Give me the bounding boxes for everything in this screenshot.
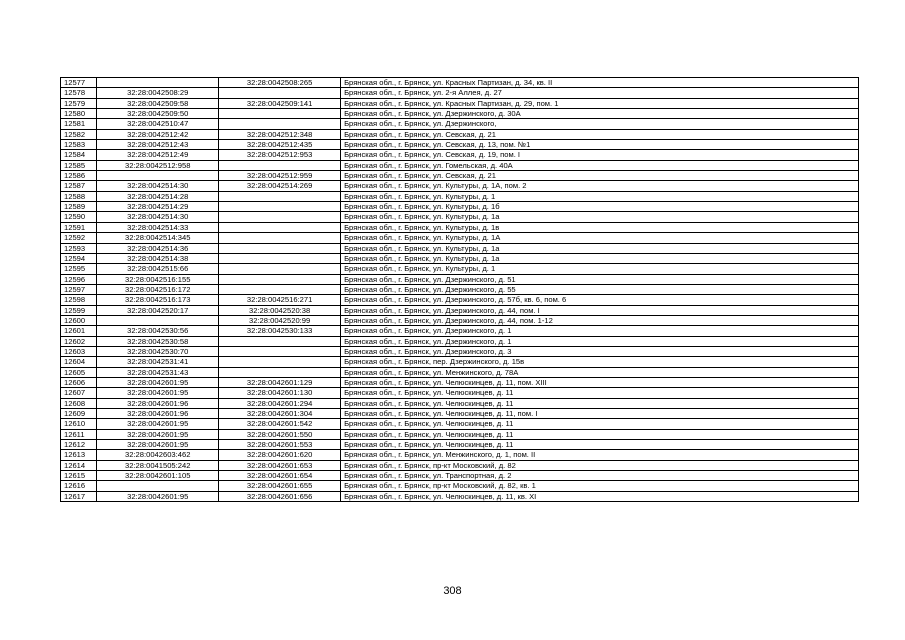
land-cadastral-number-cell: 32:28:0042601:96 [97,398,219,408]
building-cadastral-number-cell: 32:28:0042530:133 [219,326,341,336]
table-row [61,222,859,232]
building-cadastral-number-cell: 32:28:0042601:656 [219,491,341,501]
table-row [61,78,859,88]
building-cadastral-number-cell: 32:28:0042601:130 [219,388,341,398]
row-number-cell: 12614 [61,460,97,470]
row-number-cell: 12610 [61,419,97,429]
address-cell: Брянская обл., г. Брянск, ул. Дзержинского, д. 3 [341,346,859,356]
land-cadastral-number-cell: 32:28:0042531:41 [97,357,219,367]
land-cadastral-number-cell: 32:28:0042601:96 [97,409,219,419]
land-cadastral-number-cell: 32:28:0042514:30 [97,212,219,222]
address-cell: Брянская обл., г. Брянск, ул. Дзержинского, д. 30А [341,109,859,119]
land-cadastral-number-cell: 32:28:0042601:95 [97,440,219,450]
table-row [61,160,859,170]
address-cell: Брянская обл., г. Брянск, ул. Севская, д. 19, пом. I [341,150,859,160]
address-cell: Брянская обл., г. Брянск, пер. Дзержинского, д. 15в [341,357,859,367]
row-number-cell: 12603 [61,346,97,356]
row-number-cell: 12583 [61,140,97,150]
row-number-cell: 12600 [61,315,97,325]
table-row [61,181,859,191]
row-number-cell: 12584 [61,150,97,160]
building-cadastral-number-cell: 32:28:0042520:99 [219,315,341,325]
table-row [61,440,859,450]
row-number-cell: 12594 [61,253,97,263]
land-cadastral-number-cell: 32:28:0042516:172 [97,284,219,294]
row-number-cell: 12613 [61,450,97,460]
building-cadastral-number-cell [219,357,341,367]
building-cadastral-number-cell: 32:28:0042601:653 [219,460,341,470]
address-cell: Брянская обл., г. Брянск, ул. Культуры, д. 1А [341,233,859,243]
land-cadastral-number-cell: 32:28:0042530:56 [97,326,219,336]
table-row [61,471,859,481]
table-row [61,140,859,150]
address-cell: Брянская обл., г. Брянск, ул. Дзержинского, д. 44, пом. 1-12 [341,315,859,325]
row-number-cell: 12577 [61,78,97,88]
building-cadastral-number-cell: 32:28:0042514:269 [219,181,341,191]
land-cadastral-number-cell: 32:28:0042601:95 [97,429,219,439]
row-number-cell: 12608 [61,398,97,408]
table-row [61,377,859,387]
building-cadastral-number-cell: 32:28:0042508:265 [219,78,341,88]
land-cadastral-number-cell: 32:28:0042601:95 [97,491,219,501]
address-cell: Брянская обл., г. Брянск, ул. Челюскинцев, д. 11, пом. XIII [341,377,859,387]
table-row [61,398,859,408]
land-cadastral-number-cell: 32:28:0042510:47 [97,119,219,129]
address-cell: Брянская обл., г. Брянск, ул. 2-я Аллея, д. 27 [341,88,859,98]
address-cell: Брянская обл., г. Брянск, ул. Гомельская, д. 40А [341,160,859,170]
land-cadastral-number-cell: 32:28:0042530:70 [97,346,219,356]
row-number-cell: 12597 [61,284,97,294]
land-cadastral-number-cell: 32:28:0042514:33 [97,222,219,232]
address-cell: Брянская обл., г. Брянск, ул. Культуры, д. 1в [341,222,859,232]
address-cell: Брянская обл., г. Брянск, ул. Дзержинского, д. 55 [341,284,859,294]
row-number-cell: 12609 [61,409,97,419]
row-number-cell: 12612 [61,440,97,450]
building-cadastral-number-cell: 32:28:0042512:953 [219,150,341,160]
table-row [61,202,859,212]
land-cadastral-number-cell: 32:28:0042516:155 [97,274,219,284]
building-cadastral-number-cell: 32:28:0042512:435 [219,140,341,150]
building-cadastral-number-cell: 32:28:0042520:38 [219,305,341,315]
building-cadastral-number-cell: 32:28:0042512:959 [219,171,341,181]
address-cell: Брянская обл., г. Брянск, ул. Культуры, д. 1а [341,212,859,222]
row-number-cell: 12588 [61,191,97,201]
table-row [61,191,859,201]
land-cadastral-number-cell: 32:28:0042530:58 [97,336,219,346]
table-row [61,367,859,377]
table-row [61,253,859,263]
land-cadastral-number-cell: 32:28:0042514:30 [97,181,219,191]
table-row [61,429,859,439]
row-number-cell: 12586 [61,171,97,181]
row-number-cell: 12615 [61,471,97,481]
land-cadastral-number-cell: 32:28:0042514:28 [97,191,219,201]
registry-table-body [61,78,859,502]
address-cell: Брянская обл., г. Брянск, ул. Красных Партизан, д. 34, кв. II [341,78,859,88]
land-cadastral-number-cell: 32:28:0042514:36 [97,243,219,253]
land-cadastral-number-cell: 32:28:0042601:105 [97,471,219,481]
address-cell: Брянская обл., г. Брянск, ул. Культуры, д. 1 [341,191,859,201]
table-row [61,264,859,274]
address-cell: Брянская обл., г. Брянск, ул. Челюскинцев, д. 11 [341,398,859,408]
building-cadastral-number-cell: 32:28:0042601:655 [219,481,341,491]
building-cadastral-number-cell [219,284,341,294]
address-cell: Брянская обл., г. Брянск, ул. Культуры, д. 1а [341,243,859,253]
building-cadastral-number-cell [219,264,341,274]
building-cadastral-number-cell [219,191,341,201]
address-cell: Брянская обл., г. Брянск, ул. Севская, д. 13, пом. №1 [341,140,859,150]
row-number-cell: 12591 [61,222,97,232]
land-cadastral-number-cell [97,481,219,491]
row-number-cell: 12581 [61,119,97,129]
table-row [61,346,859,356]
table-row [61,295,859,305]
land-cadastral-number-cell: 32:28:0042520:17 [97,305,219,315]
building-cadastral-number-cell [219,274,341,284]
building-cadastral-number-cell: 32:28:0042601:553 [219,440,341,450]
building-cadastral-number-cell [219,202,341,212]
building-cadastral-number-cell [219,222,341,232]
row-number-cell: 12598 [61,295,97,305]
row-number-cell: 12596 [61,274,97,284]
land-cadastral-number-cell: 32:28:0042601:95 [97,377,219,387]
address-cell: Брянская обл., г. Брянск, ул. Красных Партизан, д. 29, пом. 1 [341,98,859,108]
table-row [61,129,859,139]
land-cadastral-number-cell: 32:28:0042512:958 [97,160,219,170]
address-cell: Брянская обл., г. Брянск, ул. Дзержинского, д. 1 [341,326,859,336]
building-cadastral-number-cell: 32:28:0042601:294 [219,398,341,408]
land-cadastral-number-cell: 32:28:0042509:50 [97,109,219,119]
row-number-cell: 12595 [61,264,97,274]
address-cell: Брянская обл., г. Брянск, ул. Дзержинского, д. 57б, кв. 6, пом. 6 [341,295,859,305]
land-cadastral-number-cell: 32:28:0042601:95 [97,419,219,429]
building-cadastral-number-cell: 32:28:0042601:550 [219,429,341,439]
building-cadastral-number-cell: 32:28:0042601:542 [219,419,341,429]
table-row [61,305,859,315]
address-cell: Брянская обл., г. Брянск, ул. Челюскинцев, д. 11, кв. XI [341,491,859,501]
land-cadastral-number-cell: 32:28:0041505:242 [97,460,219,470]
row-number-cell: 12592 [61,233,97,243]
land-cadastral-number-cell: 32:28:0042514:345 [97,233,219,243]
land-cadastral-number-cell [97,171,219,181]
table-row [61,409,859,419]
row-number-cell: 12599 [61,305,97,315]
address-cell: Брянская обл., г. Брянск, ул. Транспортная, д. 2 [341,471,859,481]
building-cadastral-number-cell [219,109,341,119]
table-row [61,326,859,336]
address-cell: Брянская обл., г. Брянск, ул. Дзержинского, д. 51 [341,274,859,284]
table-row [61,274,859,284]
row-number-cell: 12589 [61,202,97,212]
address-cell: Брянская обл., г. Брянск, пр-кт Московский, д. 82, кв. 1 [341,481,859,491]
building-cadastral-number-cell [219,160,341,170]
table-row [61,388,859,398]
address-cell: Брянская обл., г. Брянск, пр-кт Московский, д. 82 [341,460,859,470]
land-cadastral-number-cell: 32:28:0042512:49 [97,150,219,160]
building-cadastral-number-cell: 32:28:0042601:129 [219,377,341,387]
row-number-cell: 12580 [61,109,97,119]
table-row [61,109,859,119]
address-cell: Брянская обл., г. Брянск, ул. Культуры, д. 1б [341,202,859,212]
table-row [61,460,859,470]
building-cadastral-number-cell: 32:28:0042512:348 [219,129,341,139]
row-number-cell: 12611 [61,429,97,439]
address-cell: Брянская обл., г. Брянск, ул. Культуры, д. 1А, пом. 2 [341,181,859,191]
table-row [61,119,859,129]
address-cell: Брянская обл., г. Брянск, ул. Челюскинцев, д. 11 [341,388,859,398]
table-row [61,491,859,501]
table-row [61,233,859,243]
address-cell: Брянская обл., г. Брянск, ул. Культуры, д. 1а [341,253,859,263]
row-number-cell: 12601 [61,326,97,336]
address-cell: Брянская обл., г. Брянск, ул. Дзержинского, д. 1 [341,336,859,346]
address-cell: Брянская обл., г. Брянск, ул. Севская, д. 21 [341,171,859,181]
building-cadastral-number-cell: 32:28:0042601:304 [219,409,341,419]
land-cadastral-number-cell: 32:28:0042603:462 [97,450,219,460]
row-number-cell: 12607 [61,388,97,398]
address-cell: Брянская обл., г. Брянск, ул. Дзержинского, д. 44, пом. I [341,305,859,315]
table-row [61,419,859,429]
address-cell: Брянская обл., г. Брянск, ул. Челюскинцев, д. 11 [341,429,859,439]
building-cadastral-number-cell: 32:28:0042516:271 [219,295,341,305]
table-row [61,243,859,253]
land-cadastral-number-cell [97,78,219,88]
table-row [61,481,859,491]
table-row [61,150,859,160]
building-cadastral-number-cell: 32:28:0042601:620 [219,450,341,460]
building-cadastral-number-cell [219,253,341,263]
building-cadastral-number-cell [219,336,341,346]
address-cell: Брянская обл., г. Брянск, ул. Менжинского, д. 1, пом. II [341,450,859,460]
land-cadastral-number-cell: 32:28:0042515:66 [97,264,219,274]
address-cell: Брянская обл., г. Брянск, ул. Челюскинцев, д. 11, пом. I [341,409,859,419]
row-number-cell: 12587 [61,181,97,191]
row-number-cell: 12582 [61,129,97,139]
row-number-cell: 12590 [61,212,97,222]
row-number-cell: 12606 [61,377,97,387]
land-cadastral-number-cell: 32:28:0042512:42 [97,129,219,139]
address-cell: Брянская обл., г. Брянск, ул. Челюскинцев, д. 11 [341,440,859,450]
table-row [61,98,859,108]
table-row [61,357,859,367]
address-cell: Брянская обл., г. Брянск, ул. Менжинского, д. 78А [341,367,859,377]
building-cadastral-number-cell: 32:28:0042601:654 [219,471,341,481]
building-cadastral-number-cell [219,233,341,243]
land-cadastral-number-cell: 32:28:0042601:95 [97,388,219,398]
building-cadastral-number-cell [219,243,341,253]
building-cadastral-number-cell [219,119,341,129]
table-row [61,88,859,98]
table-row [61,336,859,346]
row-number-cell: 12578 [61,88,97,98]
table-row [61,284,859,294]
building-cadastral-number-cell [219,346,341,356]
land-cadastral-number-cell: 32:28:0042516:173 [97,295,219,305]
cadastral-registry-table [60,77,859,502]
table-row [61,212,859,222]
land-cadastral-number-cell [97,315,219,325]
land-cadastral-number-cell: 32:28:0042514:38 [97,253,219,263]
land-cadastral-number-cell: 32:28:0042508:29 [97,88,219,98]
row-number-cell: 12593 [61,243,97,253]
land-cadastral-number-cell: 32:28:0042514:29 [97,202,219,212]
row-number-cell: 12604 [61,357,97,367]
table-row [61,315,859,325]
address-cell: Брянская обл., г. Брянск, ул. Дзержинского, [341,119,859,129]
building-cadastral-number-cell: 32:28:0042509:141 [219,98,341,108]
row-number-cell: 12579 [61,98,97,108]
address-cell: Брянская обл., г. Брянск, ул. Культуры, д. 1 [341,264,859,274]
building-cadastral-number-cell [219,212,341,222]
land-cadastral-number-cell: 32:28:0042509:58 [97,98,219,108]
row-number-cell: 12617 [61,491,97,501]
building-cadastral-number-cell [219,367,341,377]
row-number-cell: 12602 [61,336,97,346]
land-cadastral-number-cell: 32:28:0042531:43 [97,367,219,377]
address-cell: Брянская обл., г. Брянск, ул. Челюскинцев, д. 11 [341,419,859,429]
table-row [61,171,859,181]
row-number-cell: 12616 [61,481,97,491]
table-row [61,450,859,460]
row-number-cell: 12605 [61,367,97,377]
page-number: 308 [443,585,462,597]
address-cell: Брянская обл., г. Брянск, ул. Севская, д. 21 [341,129,859,139]
land-cadastral-number-cell: 32:28:0042512:43 [97,140,219,150]
row-number-cell: 12585 [61,160,97,170]
building-cadastral-number-cell [219,88,341,98]
